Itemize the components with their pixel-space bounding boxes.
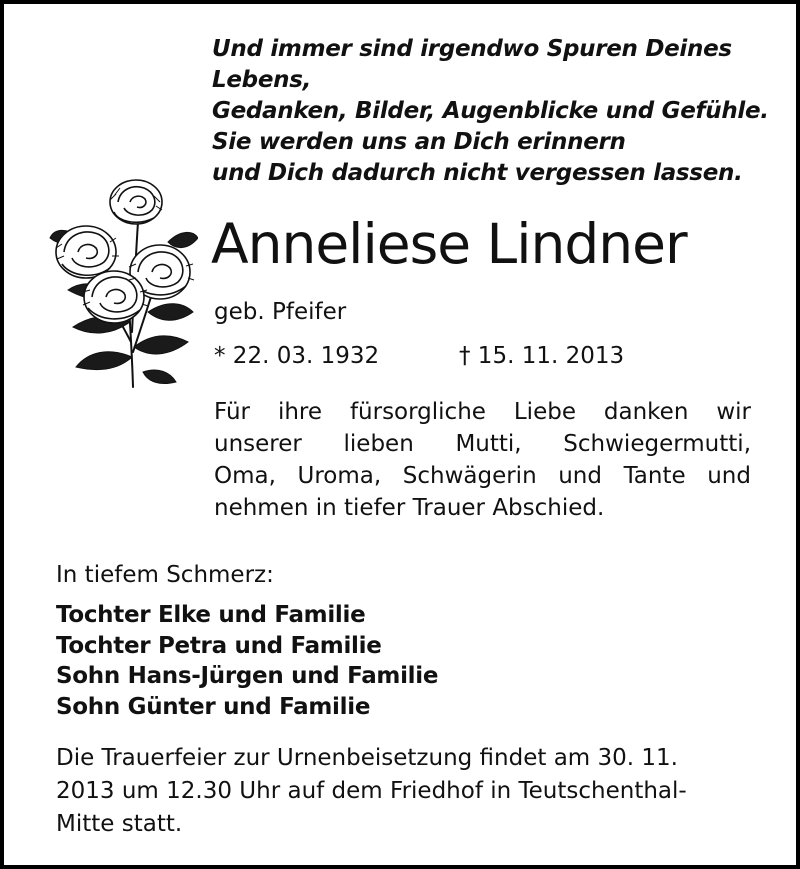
funeral-line: Mitte statt.: [56, 811, 183, 837]
poem-line: Gedanken, Bilder, Augenblicke und Gefühle.: [212, 98, 769, 124]
funeral-notice: [56, 742, 756, 841]
thanks-paragraph: [214, 396, 751, 524]
mourners-intro: In tiefem Schmerz:: [56, 562, 274, 588]
mourner-name: Tochter Elke und Familie: [56, 602, 366, 628]
thanks-line: nehmen in tiefer Trauer Abschied.: [214, 495, 605, 521]
life-dates: [214, 340, 625, 372]
mourner-name: Tochter Petra und Familie: [56, 632, 382, 659]
thanks-line: Für ihre fürsorgliche Liebe danken wir: [214, 399, 751, 425]
maiden-name: geb. Pfeifer: [214, 299, 347, 325]
funeral-line: Die Trauerfeier zur Urnenbeisetzung findet am 30. 11.: [56, 745, 678, 771]
thanks-line: unserer lieben Mutti, Schwiegermutti,: [214, 431, 751, 457]
deceased-name: Anneliese Lindner: [211, 212, 687, 276]
poem-line: Lebens,: [212, 67, 312, 93]
poem-line: und Dich dadurch nicht vergessen lassen.: [212, 160, 743, 186]
thanks-line: Oma, Uroma, Schwägerin und Tante und: [214, 463, 751, 489]
poem-verse: [212, 34, 772, 189]
death-date: † 15. 11. 2013: [459, 343, 625, 369]
roses-illustration-icon: [48, 172, 198, 397]
mourners-list: [56, 600, 438, 722]
poem-line: Und immer sind irgendwo Spuren Deines: [212, 36, 732, 62]
mourner-name: Sohn Hans-Jürgen und Familie: [56, 663, 439, 689]
birth-date: * 22. 03. 1932: [214, 343, 380, 369]
poem-line: Sie werden uns an Dich erinnern: [212, 129, 626, 155]
funeral-line: 2013 um 12.30 Uhr auf dem Friedhof in Teutschenthal-: [56, 778, 687, 804]
mourner-name: Sohn Günter und Familie: [56, 693, 371, 720]
